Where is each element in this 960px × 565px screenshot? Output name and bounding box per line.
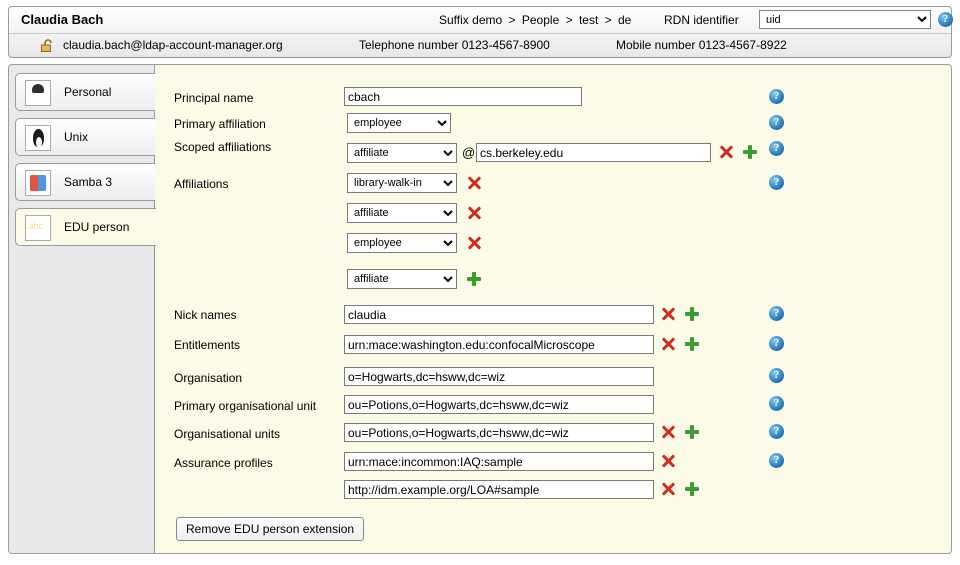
help-icon[interactable]: ?	[769, 424, 784, 439]
add-icon[interactable]	[684, 424, 700, 440]
nick-names-input[interactable]	[344, 305, 654, 324]
help-icon[interactable]: ?	[769, 368, 784, 383]
primary-org-unit-label: Primary organisational unit	[174, 399, 317, 413]
tab-samba3[interactable]	[15, 163, 155, 201]
edu-person-panel	[8, 64, 952, 554]
at-sign-label: @	[462, 145, 476, 160]
delete-icon[interactable]	[466, 205, 482, 221]
scoped-affiliation-type-select[interactable]	[347, 143, 457, 163]
help-icon[interactable]: ?	[769, 336, 784, 351]
help-icon[interactable]: ?	[769, 396, 784, 411]
help-icon[interactable]: ?	[769, 175, 784, 190]
add-icon[interactable]	[684, 336, 700, 352]
telephone-value: 0123-4567-8900	[461, 38, 550, 52]
primary-affiliation-label: Primary affiliation	[174, 117, 266, 131]
help-icon[interactable]: ?	[769, 141, 784, 156]
help-icon[interactable]: ?	[769, 89, 784, 104]
scoped-affiliations-label: Scoped affiliations	[174, 140, 272, 154]
header-top-row	[9, 7, 951, 34]
help-icon[interactable]: ?	[769, 306, 784, 321]
mobile-info	[616, 38, 787, 52]
breadcrumb-separator: >	[604, 13, 612, 27]
rdn-identifier-label: RDN identifier	[664, 13, 739, 27]
telephone-info	[359, 38, 550, 52]
breadcrumb-item-0[interactable]: demo	[472, 13, 503, 27]
email-address: claudia.bach@ldap-account-manager.org	[63, 38, 283, 52]
delete-icon[interactable]	[660, 453, 676, 469]
affiliation-row-1-select[interactable]	[347, 203, 457, 223]
penguin-icon	[25, 125, 51, 151]
chalkboard-abc-icon	[25, 215, 51, 241]
page-title: Claudia Bach	[21, 12, 104, 27]
help-icon[interactable]: ?	[769, 453, 784, 468]
suffix-label: Suffix	[439, 13, 469, 27]
nick-names-label: Nick names	[174, 308, 237, 322]
breadcrumb-separator: >	[565, 13, 573, 27]
add-icon[interactable]	[466, 271, 482, 287]
entitlements-label: Entitlements	[174, 338, 241, 352]
tab-unix[interactable]	[15, 118, 155, 156]
primary-affiliation-select[interactable]	[347, 113, 451, 133]
tab-unix-label: Unix	[64, 130, 89, 144]
tab-edu-person-label: EDU person	[64, 220, 130, 234]
help-icon[interactable]: ?	[938, 12, 953, 27]
delete-icon[interactable]	[660, 481, 676, 497]
help-icon[interactable]: ?	[769, 115, 784, 130]
add-icon[interactable]	[684, 306, 700, 322]
breadcrumb	[439, 13, 631, 27]
mobile-label: Mobile number	[616, 38, 696, 52]
affiliation-row-0-select[interactable]	[347, 173, 457, 193]
org-units-input[interactable]	[344, 423, 654, 442]
breadcrumb-item-1[interactable]: People	[521, 13, 560, 27]
delete-icon[interactable]	[660, 424, 676, 440]
account-header	[8, 6, 952, 58]
primary-org-unit-input[interactable]	[344, 395, 654, 414]
entitlements-input[interactable]	[344, 335, 654, 354]
remove-edu-person-extension-button[interactable]: Remove EDU person extension	[176, 517, 364, 541]
rdn-identifier-select[interactable]	[759, 10, 931, 29]
breadcrumb-separator: >	[508, 13, 516, 27]
module-tabs	[9, 65, 155, 553]
tab-personal[interactable]	[15, 73, 155, 111]
lock-open-icon	[41, 39, 55, 52]
delete-icon[interactable]	[466, 235, 482, 251]
assurance-profile-row-1-input[interactable]	[344, 480, 654, 499]
org-units-label: Organisational units	[174, 427, 281, 441]
add-icon[interactable]	[742, 144, 758, 160]
organisation-input[interactable]	[344, 367, 654, 386]
breadcrumb-item-2[interactable]: test	[578, 13, 599, 27]
principal-name-input[interactable]	[344, 87, 582, 106]
delete-icon[interactable]	[660, 306, 676, 322]
scoped-affiliation-scope-input[interactable]	[476, 143, 711, 162]
delete-icon[interactable]	[466, 175, 482, 191]
mobile-value: 0123-4567-8922	[698, 38, 787, 52]
assurance-profiles-label: Assurance profiles	[174, 456, 273, 470]
assurance-profile-row-0-input[interactable]	[344, 452, 654, 471]
affiliation-new-select[interactable]	[347, 269, 457, 289]
telephone-label: Telephone number	[359, 38, 459, 52]
affiliations-label: Affiliations	[174, 177, 229, 191]
organisation-label: Organisation	[174, 371, 243, 385]
edu-person-form	[156, 65, 951, 553]
tab-edu-person[interactable]	[15, 208, 156, 246]
add-icon[interactable]	[684, 481, 700, 497]
windows-icon	[25, 170, 51, 196]
person-icon	[25, 80, 51, 106]
principal-name-label: Principal name	[174, 91, 254, 105]
delete-icon[interactable]	[660, 336, 676, 352]
affiliation-row-2-select[interactable]	[347, 233, 457, 253]
delete-icon[interactable]	[718, 144, 734, 160]
breadcrumb-item-3[interactable]: de	[618, 13, 632, 27]
tab-personal-label: Personal	[64, 85, 112, 99]
header-bottom-row	[9, 33, 951, 58]
tab-samba3-label: Samba 3	[64, 175, 113, 189]
